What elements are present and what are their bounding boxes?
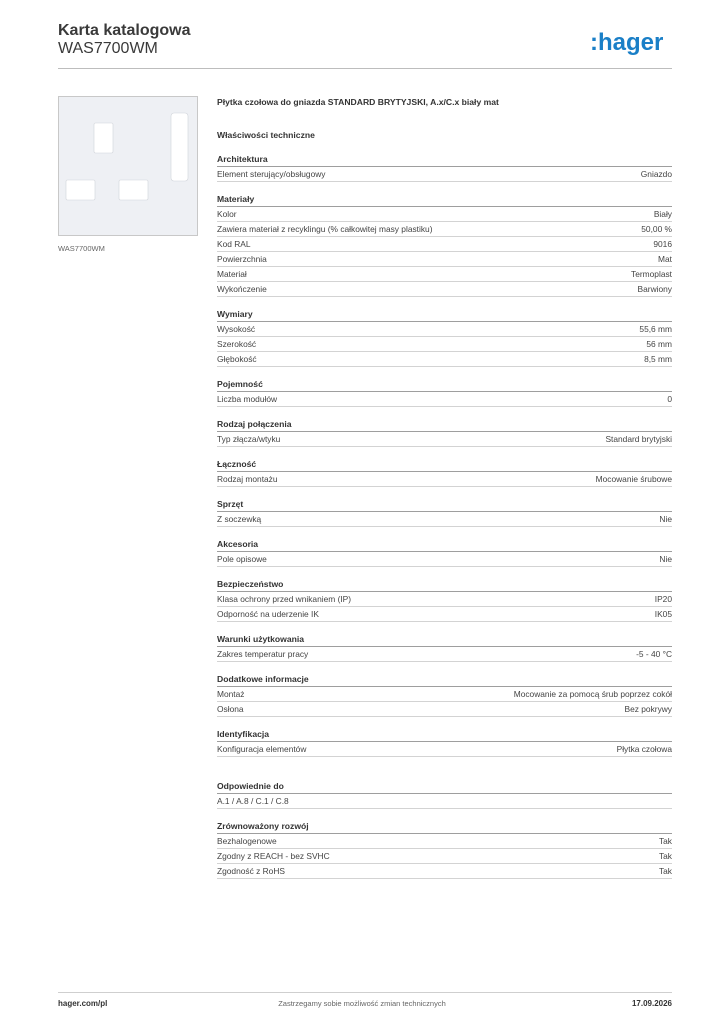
spec-section — [217, 497, 672, 527]
spec-value: 8,5 mm — [644, 354, 672, 364]
section-title: Warunki użytkowania — [217, 632, 672, 647]
section-title: Sprzęt — [217, 497, 672, 512]
spec-content — [217, 95, 672, 879]
spec-label: Powierzchnia — [217, 254, 267, 264]
spec-label: Montaż — [217, 689, 245, 699]
spec-label: Konfiguracja elementów — [217, 744, 307, 754]
spec-label: Z soczewką — [217, 514, 262, 524]
spec-row — [217, 864, 672, 879]
spec-label: Odporność na uderzenie IK — [217, 609, 319, 619]
spec-value: Termoplast — [631, 269, 672, 279]
section-title: Dodatkowe informacje — [217, 672, 672, 687]
product-title: Płytka czołowa do gniazda STANDARD BRYTYJSKI, A.x/C.x biały mat — [217, 97, 499, 107]
spec-label: Zgodny z REACH - bez SVHC — [217, 851, 330, 861]
spec-value: 9016 — [653, 239, 672, 249]
spec-value: Tak — [658, 851, 672, 861]
hager-logo — [590, 28, 672, 56]
spec-section — [217, 672, 672, 717]
spec-value: Biały — [653, 209, 672, 219]
faceplate-illustration — [59, 97, 197, 235]
spec-value: Mocowanie śrubowe — [595, 474, 672, 484]
spec-section — [217, 457, 672, 487]
spec-sections — [217, 152, 672, 757]
spec-label: Głębokość — [217, 354, 257, 364]
section-title: Rodzaj połączenia — [217, 417, 672, 432]
spec-value: IK05 — [654, 609, 672, 619]
sustainability-section — [217, 819, 672, 879]
spec-row — [217, 207, 672, 222]
spec-row — [217, 337, 672, 352]
footer-divider — [58, 992, 672, 993]
spec-row — [217, 222, 672, 237]
section-title: Zrównoważony rozwój — [217, 819, 672, 834]
svg-text::hager: :hager — [590, 29, 664, 56]
spec-label: Osłona — [217, 704, 244, 714]
spec-label: Bezhalogenowe — [217, 836, 277, 846]
spec-row — [217, 552, 672, 567]
spec-row — [217, 742, 672, 757]
spec-value: Nie — [659, 514, 672, 524]
spec-row — [217, 322, 672, 337]
spec-section — [217, 417, 672, 447]
footer-date: 17.09.2026 — [631, 999, 672, 1008]
spec-value: Płytka czołowa — [616, 744, 672, 754]
spec-value: Mat — [658, 254, 672, 264]
spec-row — [217, 267, 672, 282]
footer-disclaimer: Zastrzegamy sobie możliwość zmian technicznych — [278, 999, 446, 1008]
spec-label: Szerokość — [217, 339, 257, 349]
spec-section — [217, 307, 672, 367]
spec-section — [217, 727, 672, 757]
spec-value: Standard brytyjski — [605, 434, 672, 444]
spec-label: Zawiera materiał z recyklingu (% całkowitej masy plastiku) — [217, 224, 433, 234]
compatible-section — [217, 779, 672, 809]
spec-value: 0 — [667, 394, 672, 404]
spec-row — [217, 849, 672, 864]
spec-label: Wykończenie — [217, 284, 267, 294]
spec-value: IP20 — [654, 594, 672, 604]
section-title: Materiały — [217, 192, 672, 207]
spec-row — [217, 252, 672, 267]
section-title: Identyfikacja — [217, 727, 672, 742]
spec-row — [217, 512, 672, 527]
spec-value: Nie — [659, 554, 672, 564]
product-code: WAS7700WM — [58, 40, 158, 57]
spec-value: 50,00 % — [641, 224, 672, 234]
footer-website: hager.com/pl — [58, 999, 108, 1008]
section-title: Architektura — [217, 152, 672, 167]
spec-section — [217, 152, 672, 182]
spec-label: Pole opisowe — [217, 554, 267, 564]
spec-row — [217, 607, 672, 622]
spec-label: Zakres temperatur pracy — [217, 649, 309, 659]
spec-section — [217, 632, 672, 662]
spec-value: Bez pokrywy — [624, 704, 672, 714]
header-divider — [58, 68, 672, 69]
spec-row — [217, 592, 672, 607]
spec-label: Kod RAL — [217, 239, 251, 249]
spec-section — [217, 577, 672, 622]
spec-row — [217, 392, 672, 407]
spec-row — [217, 282, 672, 297]
spec-value: Tak — [658, 836, 672, 846]
section-title: Odpowiednie do — [217, 779, 672, 794]
spec-value: Mocowanie za pomocą śrub poprzez cokół — [513, 689, 672, 699]
spec-section — [217, 192, 672, 297]
spec-row — [217, 702, 672, 717]
section-title: Bezpieczeństwo — [217, 577, 672, 592]
spec-row — [217, 687, 672, 702]
product-image — [58, 96, 198, 236]
spec-label: Wysokość — [217, 324, 256, 334]
section-title: Wymiary — [217, 307, 672, 322]
spec-row — [217, 647, 672, 662]
image-caption: WAS7700WM — [58, 244, 105, 253]
spec-value: -5 - 40 °C — [636, 649, 672, 659]
spec-value: Barwiony — [637, 284, 672, 294]
spec-label: Kolor — [217, 209, 237, 219]
compatible-value: A.1 / A.8 / C.1 / C.8 — [217, 796, 289, 806]
spec-section — [217, 377, 672, 407]
spec-section — [217, 537, 672, 567]
spec-value: Gniazdo — [640, 169, 672, 179]
spec-row — [217, 167, 672, 182]
spec-row — [217, 794, 672, 809]
document-title: Karta katalogowa — [58, 22, 191, 39]
spec-row — [217, 352, 672, 367]
spec-label: Element sterujący/obsługowy — [217, 169, 326, 179]
spec-label: Klasa ochrony przed wnikaniem (IP) — [217, 594, 352, 604]
section-title: Pojemność — [217, 377, 672, 392]
spec-row — [217, 237, 672, 252]
section-title: Akcesoria — [217, 537, 672, 552]
section-title: Łączność — [217, 457, 672, 472]
spec-row — [217, 472, 672, 487]
spec-value: 56 mm — [646, 339, 672, 349]
spec-label: Liczba modułów — [217, 394, 278, 404]
spec-label: Zgodność z RoHS — [217, 866, 285, 876]
spec-row — [217, 834, 672, 849]
sustainability-rows — [217, 834, 672, 879]
spec-label: Rodzaj montażu — [217, 474, 278, 484]
spec-label: Typ złącza/wtyku — [217, 434, 281, 444]
spec-value: 55,6 mm — [639, 324, 672, 334]
properties-title: Właściwości techniczne — [217, 130, 315, 140]
spec-label: Materiał — [217, 269, 247, 279]
spec-value: Tak — [658, 866, 672, 876]
spec-row — [217, 432, 672, 447]
